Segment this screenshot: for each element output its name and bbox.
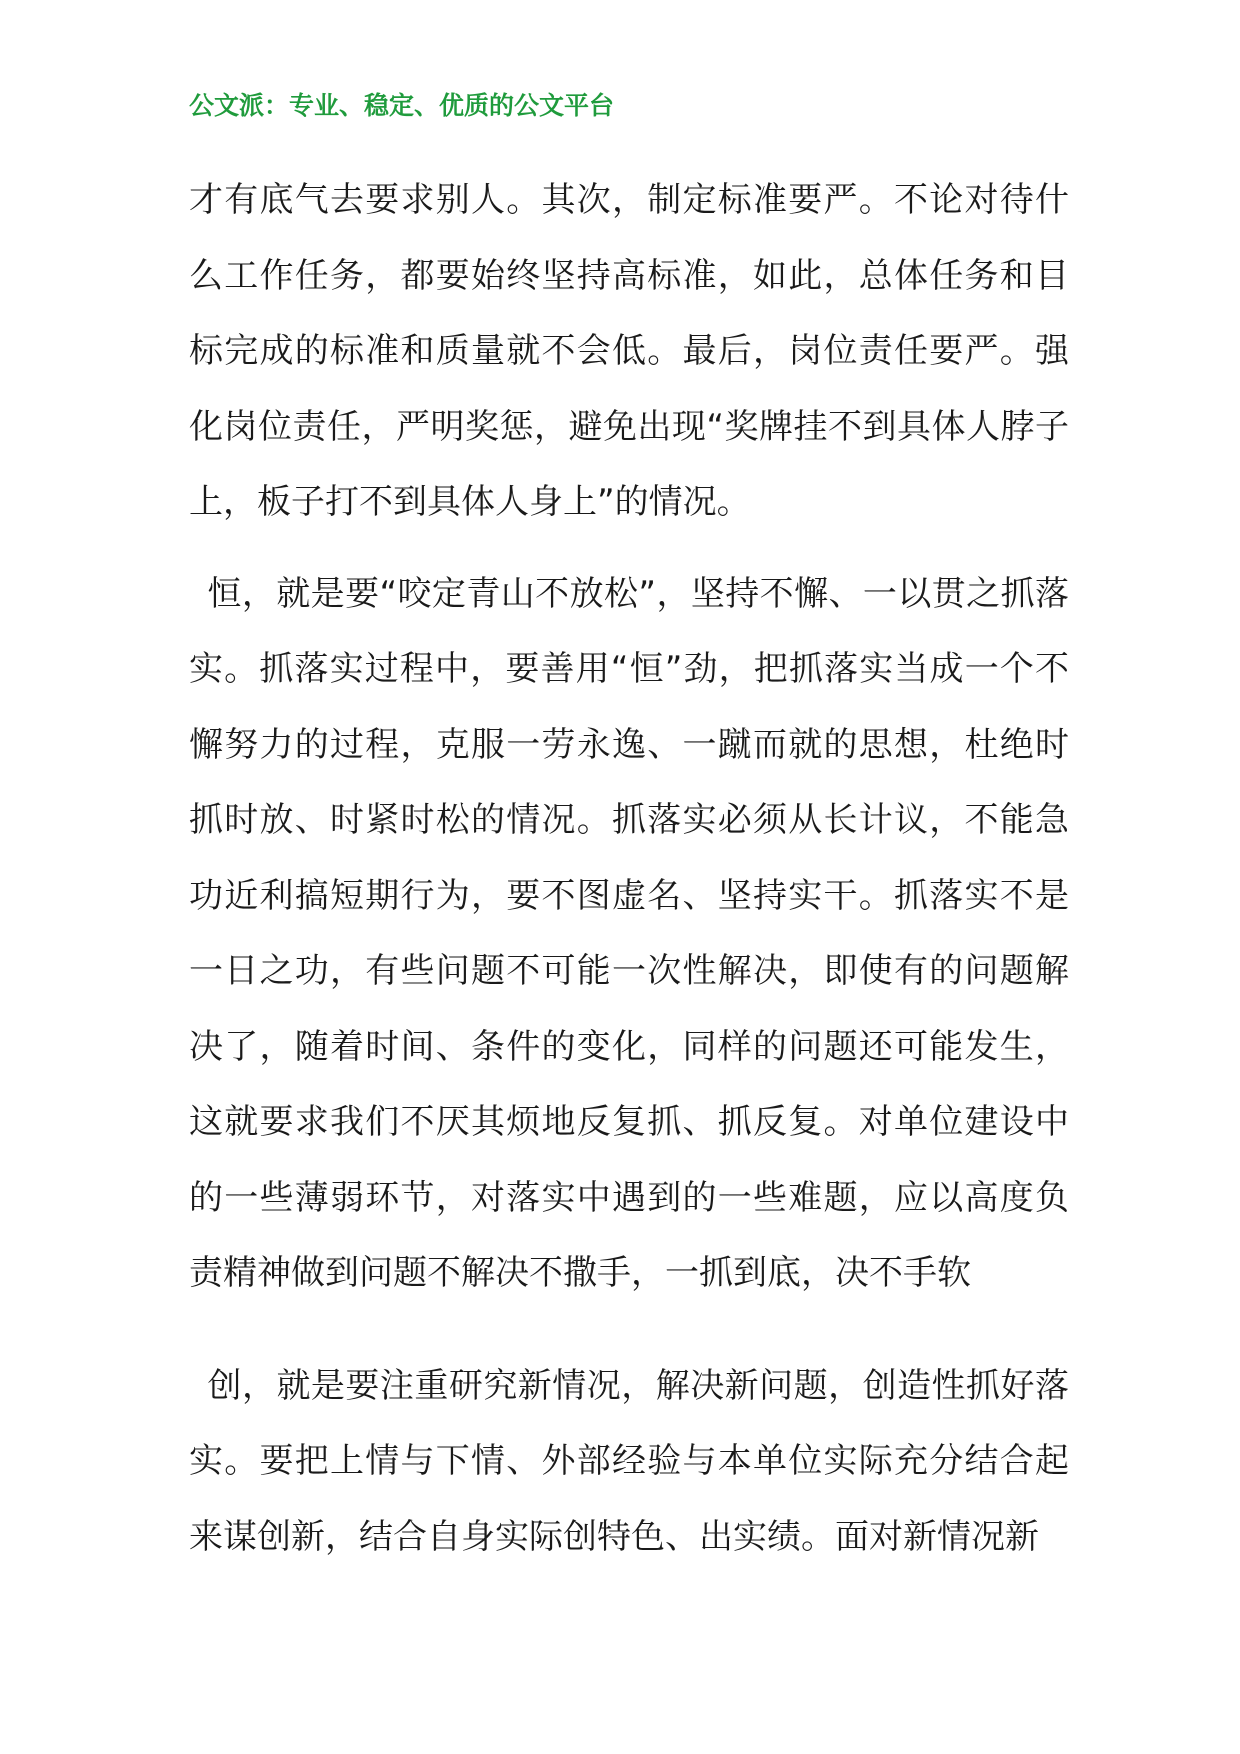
paragraph-2-text: 恒，就是要“咬定青山不放松”，坚持不懈、一以贯之抓落实。抓落实过程中，要善用“恒”劲，把抓落实当成一个不懈努力的过程，克服一劳永逸、一蹴而就的思想，杜绝时抓时放、时紧时松的情况。抓落实必须从长计议，不能急功近利搞短期行为，要不图虚名、坚持实干。抓落实不是一日之功，有些问题不可能一次性解决，即使有的问题解决了，随着时间、条件的变化，同样的问题还可能发生，这就要求我们不厌其烦地反复抓、抓反复。对单位建设中的一些薄弱环节，对落实中遇到的一些难题，应以高度负责精神做到问题不解决不撒手，一抓到底，决不手软 (189, 573, 1069, 1293)
paragraph-3 (189, 1349, 1069, 1576)
paragraph-1: 才有底气去要求别人。其次，制定标准要严。不论对待什么工作任务，都要始终坚持高标准，如此，总体任务和目标完成的标准和质量就不会低。最后，岗位责任要严。强化岗位责任，严明奖惩，避免出现“奖牌挂不到具体人脖子上，板子打不到具体人身上”的情况。 (189, 180, 1069, 522)
paragraph-2 (189, 557, 1069, 1312)
document-body (189, 163, 1069, 1575)
paragraph-3-text: 创，就是要注重研究新情况，解决新问题，创造性抓好落实。要把上情与下情、外部经验与本单位实际充分结合起来谋创新，结合自身实际创特色、出实绩。面对新情况新 (189, 1365, 1069, 1557)
page-header: 公文派：专业、稳定、优质的公文平台 (189, 91, 615, 120)
